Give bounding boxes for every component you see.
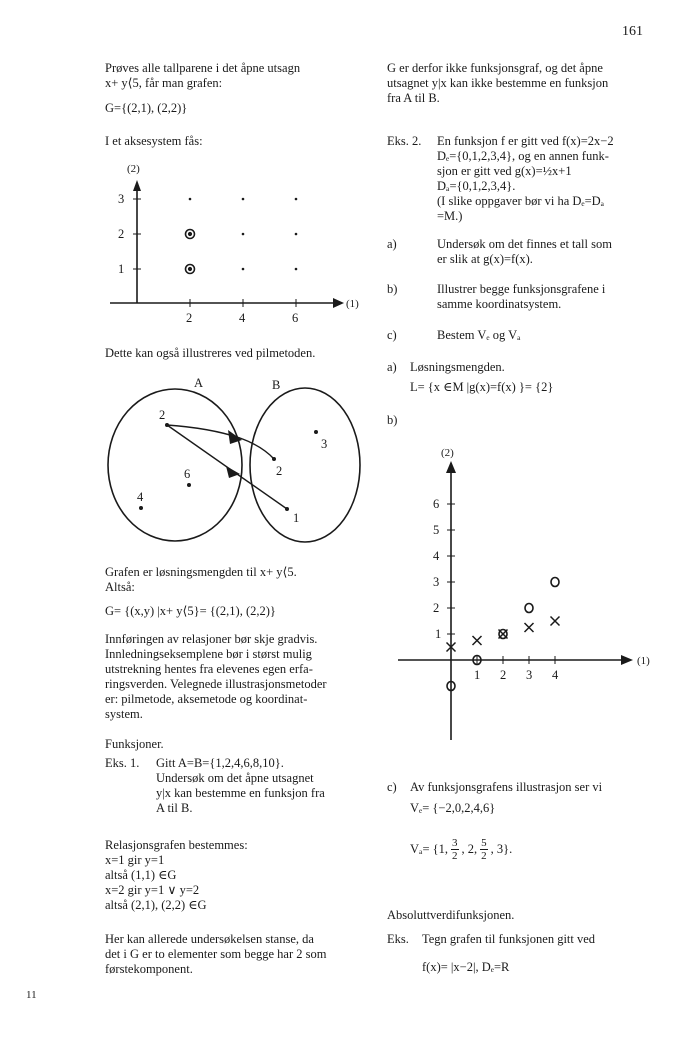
example-2-label: Eks. 2. — [387, 134, 422, 148]
graph2-ytick-3: 3 — [433, 575, 440, 589]
graph1-x-label: (1) — [346, 298, 359, 310]
absolute-function: f(x)= |x−2|, Dₑ=R — [422, 960, 510, 974]
graph1-ytick-3: 3 — [118, 192, 125, 206]
intro-line-1: Prøves alle tallparene i det åpne utsagn — [105, 61, 301, 75]
example-2-line-3: sjon er gitt ved g(x)=½x+1 — [437, 164, 572, 178]
graph2-xtick-4: 4 — [552, 668, 559, 682]
task-b-line-1: Illustrer begge funksjonsgrafene i — [437, 282, 606, 296]
solution-set-line-2: Altså: — [105, 580, 135, 594]
graph1-y-label: (2) — [127, 163, 140, 175]
example-1-label: Eks. 1. — [105, 756, 140, 770]
g-point — [499, 630, 508, 639]
solution-set-line-1: Grafen er løsningsmengden til x+ y⟨5. — [105, 565, 297, 579]
graph-set: G={(2,1), (2,2)} — [105, 101, 188, 115]
conclusion-line-3: førstekomponent. — [105, 962, 193, 976]
set-b-elem-3: 3 — [321, 437, 328, 451]
task-b-line-2: samme koordinatsystem. — [437, 297, 562, 311]
relations-para-6: system. — [105, 707, 143, 721]
graph2-x-label: (1) — [637, 655, 650, 667]
example-1-line-2: Undersøk om det åpne utsagnet — [156, 771, 314, 785]
task-c-label: c) — [387, 328, 397, 342]
intro-line-2: x+ y⟨5, får man grafen: — [105, 76, 223, 90]
graph1-xtick-4: 4 — [239, 311, 246, 325]
graph2-xtick-2: 2 — [500, 668, 507, 682]
relations-para-4: ringsverden. Velegnede illustrasjonsmetoder — [105, 677, 327, 691]
graph1-xtick-2: 2 — [186, 311, 193, 325]
g-point — [525, 623, 534, 632]
not-function-line-2: utsagnet y|x kan ikke bestemme en funksjon — [387, 76, 609, 90]
example-1-line-4: A til B. — [156, 801, 193, 815]
relation-graph-line-5: altså (2,1), (2,2) ∈G — [105, 898, 207, 912]
footer-mark: 11 — [26, 989, 37, 1001]
range-g-suffix: , 3}. — [490, 841, 513, 856]
not-function-line-1: G er derfor ikke funksjonsgraf, og det åpne — [387, 61, 603, 75]
graph1-xtick-6: 6 — [292, 311, 299, 325]
set-a-label: A — [194, 376, 204, 390]
range-f: Vₑ= {−2,0,2,4,6} — [410, 801, 496, 815]
graph2-ytick-1: 1 — [435, 627, 442, 641]
absolute-value-heading: Absoluttverdifunksjonen. — [387, 908, 515, 922]
example-3-text: Tegn grafen til funksjonen gitt ved — [422, 932, 596, 946]
set-b-elem-1: 1 — [293, 511, 300, 525]
relations-para-5: er: pilmetode, aksemetode og koordinat- — [105, 692, 308, 706]
graph2-ytick-2: 2 — [433, 601, 440, 615]
graph2-ytick-4: 4 — [433, 549, 440, 563]
solution-c-label: c) — [387, 780, 397, 794]
example-2-line-2: Dₑ={0,1,2,3,4}, og en annen funk- — [437, 149, 609, 163]
fraction-5-2 — [480, 837, 488, 862]
task-c-line-1: Bestem Vₑ og Vₐ — [437, 328, 521, 342]
fraction-3-2 — [451, 837, 459, 862]
set-b-label: B — [272, 378, 281, 392]
relations-para-2: Innledningseksemplene bør i størst mulig — [105, 647, 312, 661]
example-2-line-1: En funksjon f er gitt ved f(x)=2x−2 — [437, 134, 614, 148]
relation-graph-line-4: x=2 gir y=1 ∨ y=2 — [105, 883, 200, 897]
g-point — [551, 617, 560, 626]
fraction-numerator: 5 — [481, 836, 487, 849]
example-1-line-1: Gitt A=B={1,2,4,6,8,10}. — [156, 756, 284, 770]
g-point — [473, 636, 482, 645]
range-g — [410, 832, 512, 866]
set-a-elem-2: 2 — [159, 408, 166, 422]
graph-set-2: G= {(x,y) |x+ y⟨5}= {(2,1), (2,2)} — [105, 604, 276, 618]
relation-graph-line-1: Relasjonsgrafen bestemmes: — [105, 838, 248, 852]
example-1-line-3: y|x kan bestemme en funksjon fra — [156, 786, 325, 800]
conclusion-line-2: det i G er to elementer som begge har 2 som — [105, 947, 327, 961]
example-2-line-6: =M.) — [437, 209, 463, 223]
example-2-line-5: (I slike oppgaver bør vi ha Dₑ=Dₐ — [437, 194, 605, 208]
relations-para-1: Innføringen av relasjoner bør skje gradvis. — [105, 632, 318, 646]
fraction-numerator: 3 — [452, 836, 458, 849]
solution-a-label: a) — [387, 360, 397, 374]
task-a-label: a) — [387, 237, 397, 251]
arrow-method-text: Dette kan også illustreres ved pilmetoden. — [105, 346, 316, 360]
example-2-line-4: Dₐ={0,1,2,3,4}. — [437, 179, 516, 193]
set-a-elem-4: 4 — [137, 490, 144, 504]
range-g-prefix: Vₐ= {1, — [410, 841, 448, 856]
graph2-ytick-5: 5 — [433, 523, 440, 537]
example-3-label: Eks. — [387, 932, 409, 946]
fraction-denominator: 2 — [481, 849, 487, 862]
page-number: 161 — [622, 24, 643, 39]
graph2-y-label: (2) — [441, 447, 454, 459]
solution-a-set: L= {x ∈M |g(x)=f(x) }= {2} — [410, 380, 554, 394]
relation-graph-line-2: x=1 gir y=1 — [105, 853, 165, 867]
range-g-mid: , 2, — [461, 841, 478, 856]
relations-para-3: utstrekning hentes fra elevenes egen erfa- — [105, 662, 313, 676]
set-a-elem-6: 6 — [184, 467, 191, 481]
task-a-line-1: Undersøk om det finnes et tall som — [437, 237, 612, 251]
solution-a-text: Løsningsmengden. — [410, 360, 505, 374]
f-point — [525, 604, 533, 613]
solution-b-label: b) — [387, 413, 398, 427]
f-point — [551, 578, 559, 587]
graph2-xtick-3: 3 — [526, 668, 533, 682]
task-a-line-2: er slik at g(x)=f(x). — [437, 252, 533, 266]
relation-graph-line-3: altså (1,1) ∈G — [105, 868, 177, 882]
solution-c-text: Av funksjonsgrafens illustrasjon ser vi — [410, 780, 603, 794]
set-b-elem-2: 2 — [276, 464, 283, 478]
task-b-label: b) — [387, 282, 398, 296]
graph1-ytick-2: 2 — [118, 227, 125, 241]
fraction-denominator: 2 — [452, 849, 458, 862]
conclusion-line-1: Her kan allerede undersøkelsen stanse, da — [105, 932, 314, 946]
graph2-xtick-1: 1 — [474, 668, 481, 682]
graph1-ytick-1: 1 — [118, 262, 125, 276]
axis-system-text: I et aksesystem fås: — [105, 134, 203, 148]
not-function-line-3: fra A til B. — [387, 91, 440, 105]
graph2-ytick-6: 6 — [433, 497, 440, 511]
functions-heading: Funksjoner. — [105, 737, 164, 751]
